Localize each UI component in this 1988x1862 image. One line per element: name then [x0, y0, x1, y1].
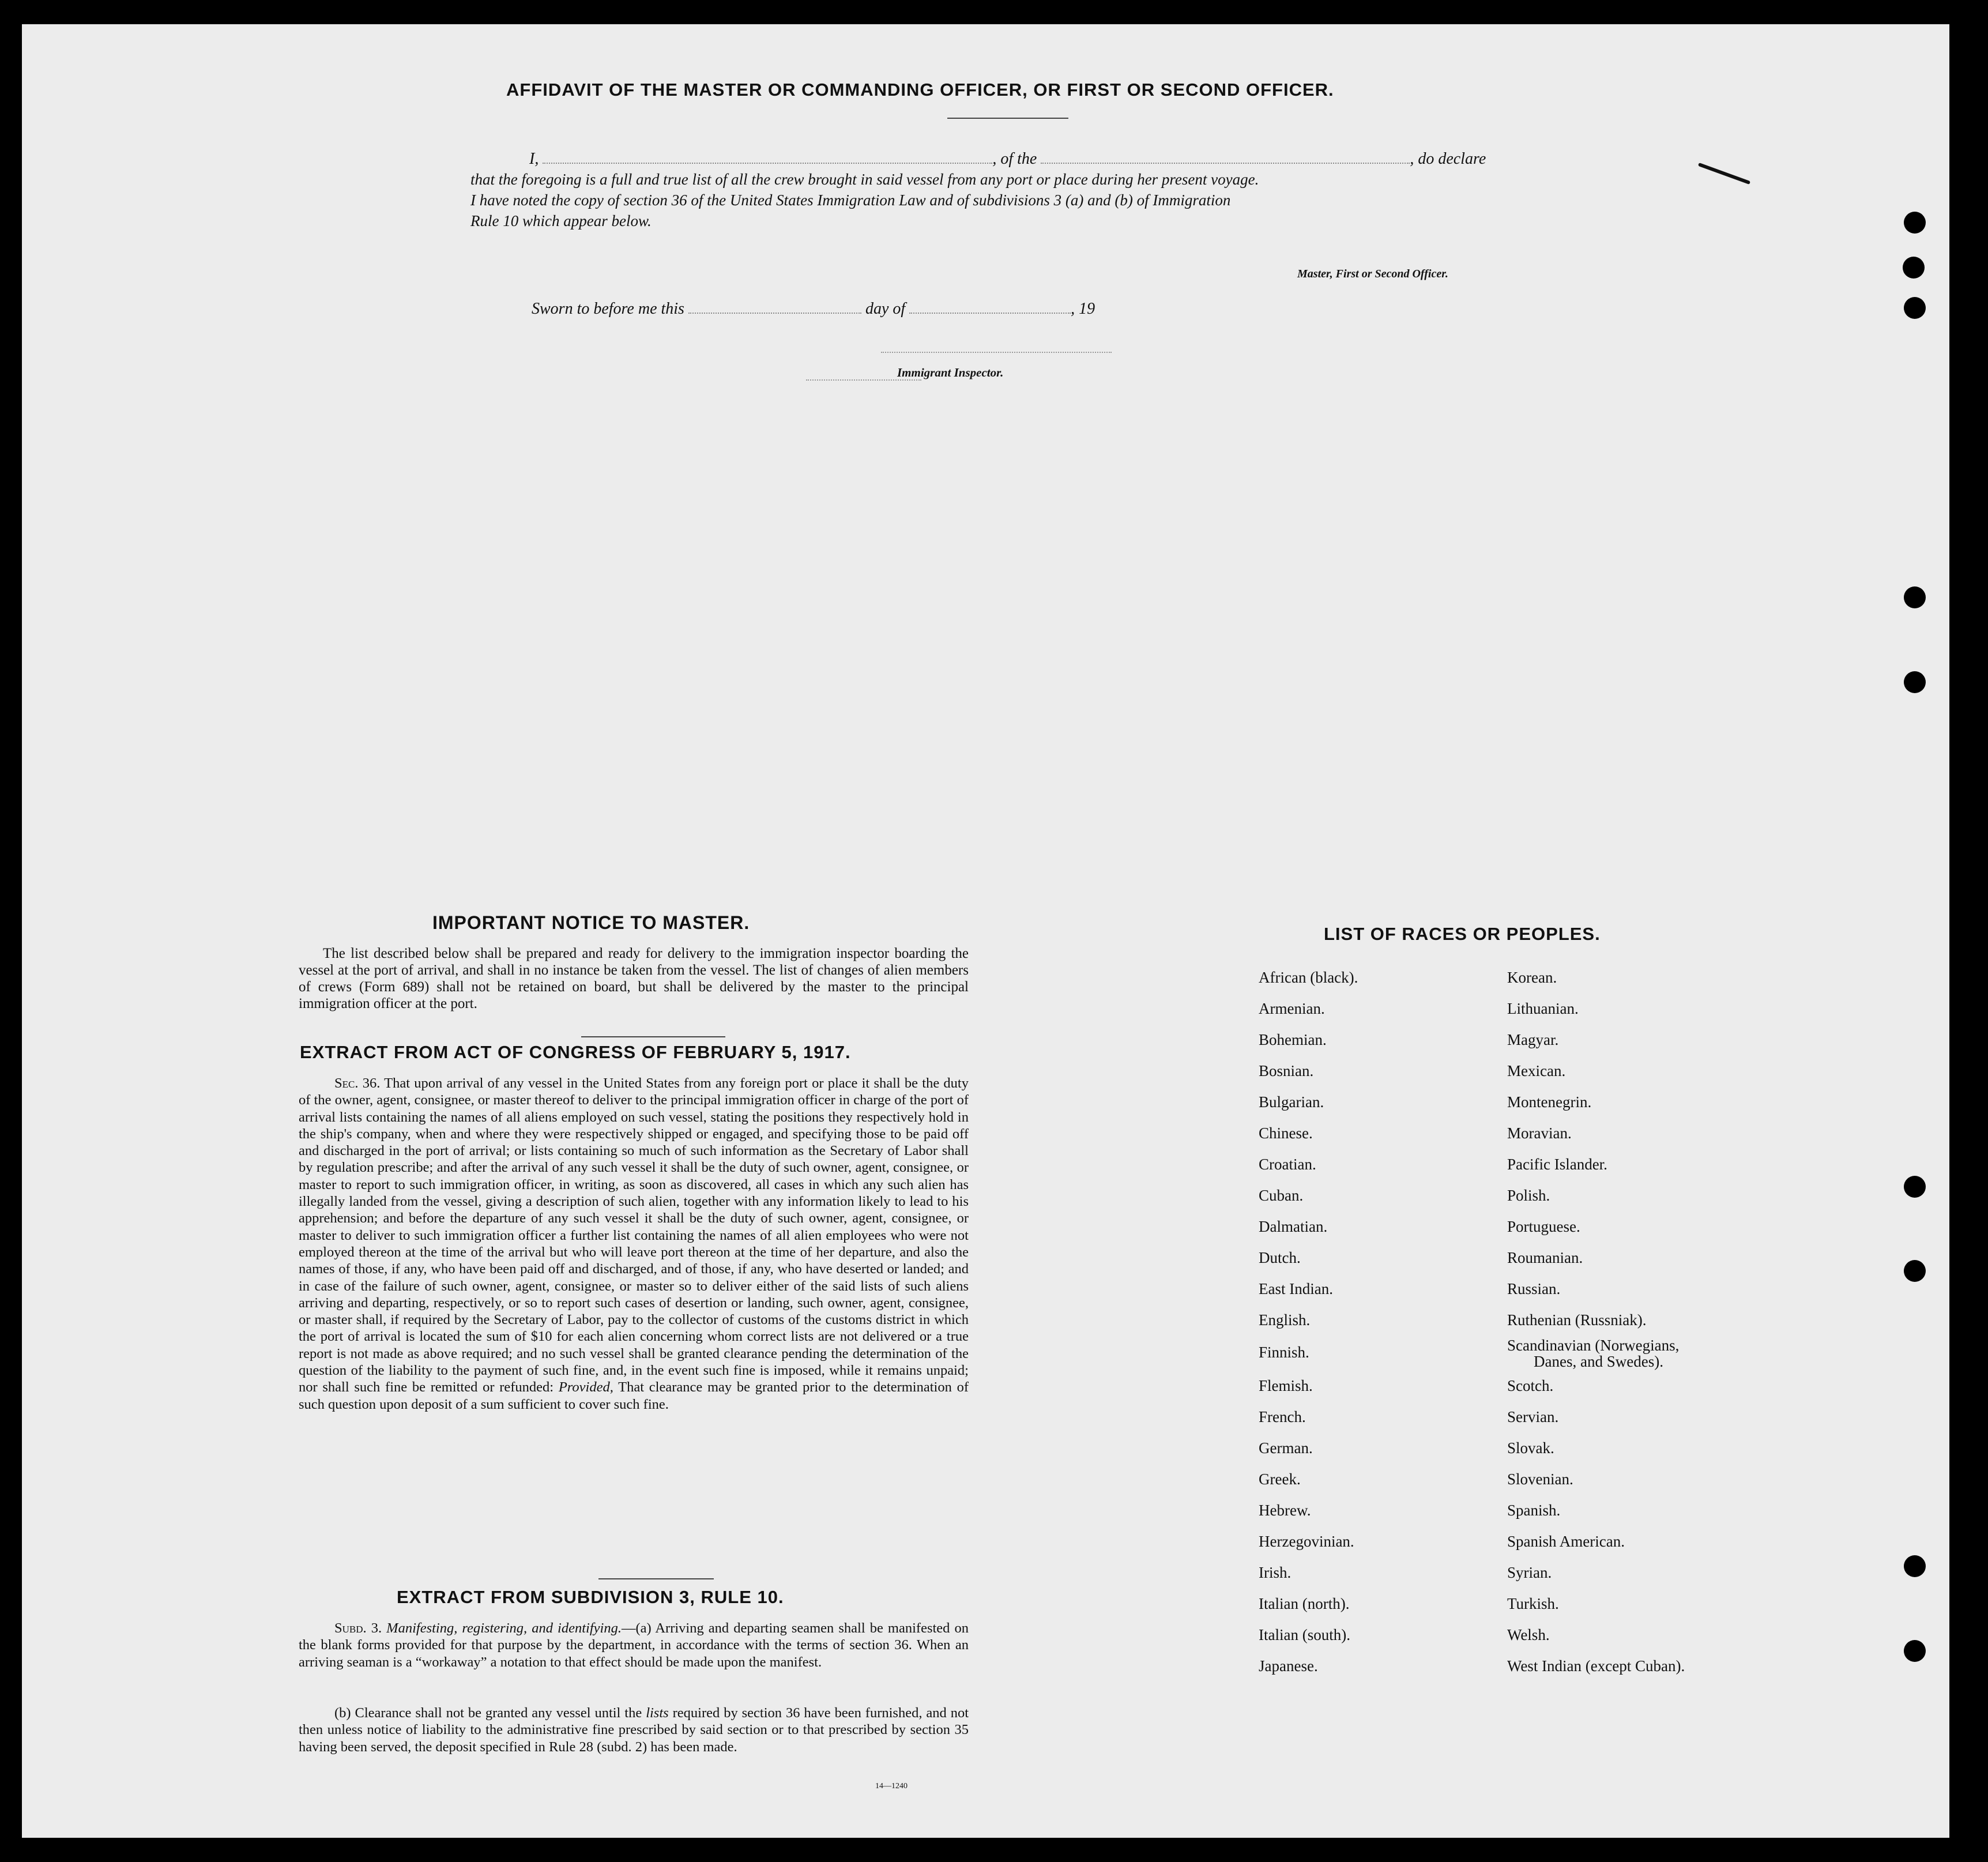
race-item: Chinese. [1259, 1124, 1313, 1142]
vessel-blank [1041, 163, 1410, 164]
race-item: Spanish American. [1507, 1533, 1625, 1550]
rule-rule [598, 1578, 714, 1579]
race-item: Cuban. [1259, 1187, 1304, 1204]
race-item: Korean. [1507, 969, 1557, 986]
punch-hole [1904, 1176, 1926, 1198]
race-item: East Indian. [1259, 1280, 1333, 1297]
affidavit-line-1 [529, 150, 1486, 168]
punch-hole [1904, 1260, 1926, 1282]
race-item: Bulgarian. [1259, 1093, 1324, 1111]
race-item: Herzegovinian. [1259, 1533, 1354, 1550]
subd-para-a-text: —(a) Arriving and departing seamen shall be manifested on the blank forms provided for that purpose by the department, in accordance with the terms of section 36. When an arriving seaman is a “workaway” a notation to that effect should be made upon the manifest. [299, 1620, 969, 1670]
document-page [22, 24, 1949, 1838]
race-item: Pacific Islander. [1507, 1156, 1607, 1173]
punch-hole [1904, 671, 1926, 693]
race-item: Portuguese. [1507, 1218, 1580, 1235]
affidavit-i: I, [529, 150, 539, 168]
name-blank [543, 163, 992, 164]
punch-hole [1904, 1555, 1926, 1577]
rule-para-a [299, 1620, 969, 1671]
race-item: Dalmatian. [1259, 1218, 1328, 1235]
race-item: Polish. [1507, 1187, 1550, 1204]
punch-hole [1904, 212, 1926, 234]
notice-text: The list described below shall be prepared and ready for delivery to the immigration inspector boarding the vessel at the port of arrival, and shall in no instance be taken from the vessel. The list of changes of alien members of crews (Form 689) shall not be retained on board, but shall be delivered by the master to the principal immigration officer at the port. [299, 946, 969, 1011]
race-item: Slovenian. [1507, 1470, 1573, 1488]
section-36-text: That upon arrival of any vessel in the United States from any foreign port or place it shall be the duty of the owner, agent, consignee, or master thereof to deliver to the principal immigration officer in charge of the port of arrival lists containing the names of all aliens employed on such vessel, stating the positions they respectively hold in the ship's company, when and where they were respectively shipped or engaged, and specifying those to be paid off and discharged in the port of arrival; or lists containing so much of such information as the Secretary of Labor shall by regulation prescribe; and after the arrival of any such vessel it shall be the duty of such owner, agent, consignee, or master to report to such immigration officer, in writing, as soon as discovered, all cases in which any such alien has illegally landed from the vessel, giving a description of such alien, together with any information likely to lead to his apprehension; and before the departure of any such vessel it shall be the duty of such owner, agent, consignee, or master to deliver to such immigration officer a further list containing the names of all alien employees who were not employed thereon at the time of the arrival but who will leave port thereon at the time of her departure, and also the names of those, if any, who have been paid off and discharged, and of those, if any, who have deserted or landed; and in case of the failure of such owner, agent, consignee, or master so to deliver either of the said lists of such aliens arriving and departing, respectively, or so to report such cases of desertion or landing, such owner, agent, consignee, or master shall, if required by the Secretary of Labor, pay to the collector of customs of the customs district in which the port of arrival is located the sum of $10 for each alien concerning whom correct lists are not delivered or a true report is not made as above required; and no such vessel shall be granted clearance pending the determination of the question of the liability to the payment of such fine, and, in the event such fine is imposed, while it remains unpaid; nor shall such fine be remitted or refunded: [299, 1075, 969, 1395]
race-item: African (black). [1259, 969, 1358, 986]
sworn-text: Sworn to before me this [532, 300, 684, 318]
race-item: German. [1259, 1439, 1313, 1457]
race-item: Bosnian. [1259, 1062, 1314, 1079]
rule-title: EXTRACT FROM SUBDIVISION 3, RULE 10. [397, 1587, 784, 1607]
provided-text: Provided, [558, 1379, 613, 1395]
rule-para-b [299, 1705, 969, 1755]
affidavit-declare: , do declare [1410, 150, 1486, 168]
race-item: Armenian. [1259, 1000, 1325, 1017]
race-item: Scotch. [1507, 1377, 1554, 1394]
affidavit-title: AFFIDAVIT OF THE MASTER OR COMMANDING OFFICER, OR FIRST OR SECOND OFFICER. [506, 80, 1334, 100]
race-item: Bohemian. [1259, 1031, 1327, 1048]
affidavit-line-4: Rule 10 which appear below. [470, 212, 652, 230]
punch-hole [1904, 586, 1926, 608]
inspector-caption: Immigrant Inspector. [897, 366, 1004, 379]
race-item: Japanese. [1259, 1657, 1318, 1675]
race-item: Spanish. [1507, 1502, 1561, 1519]
subd-heading: Manifesting, registering, and identifying. [386, 1620, 622, 1636]
punch-hole [1904, 297, 1926, 319]
race-item-continuation: Danes, and Swedes). [1534, 1353, 1663, 1370]
race-item: Welsh. [1507, 1626, 1550, 1643]
section-36-label: Sec. 36. [334, 1075, 381, 1091]
race-item: Servian. [1507, 1408, 1559, 1425]
title-rule [947, 118, 1068, 119]
race-item: Hebrew. [1259, 1502, 1311, 1519]
day-of-text: day of [865, 300, 906, 318]
day-blank [688, 313, 861, 314]
race-item: Finnish. [1259, 1344, 1309, 1361]
race-item: Irish. [1259, 1564, 1292, 1581]
notice-title: IMPORTANT NOTICE TO MASTER. [432, 912, 750, 933]
form-number: 14—1240 [875, 1782, 908, 1790]
race-item: Scandinavian (Norwegians, [1507, 1337, 1680, 1354]
year-text: , 19 [1071, 300, 1095, 318]
notice-body [299, 945, 969, 1012]
race-item: Greek. [1259, 1470, 1301, 1488]
signature-caption: Master, First or Second Officer. [1297, 268, 1448, 280]
race-item: Italian (south). [1259, 1626, 1350, 1643]
pen-mark [1698, 163, 1750, 185]
race-item: Turkish. [1507, 1595, 1559, 1612]
affidavit-line-2: that the foregoing is a full and true list of all the crew brought in said vessel from any port or place during her present voyage. [470, 171, 1259, 188]
race-item: Montenegrin. [1507, 1093, 1592, 1111]
race-item: Russian. [1507, 1280, 1561, 1297]
inspector-signature-blank [881, 352, 1112, 353]
para-b-text-2: required by section 36 have been furnished, and not then unless notice of liability to the administrative fine prescribed by said section or to that prescribed by section 35 having been served, the deposit specified in Rule 28 (subd. 2) has been made. [299, 1705, 969, 1755]
race-item: Dutch. [1259, 1249, 1301, 1266]
race-item: Magyar. [1507, 1031, 1559, 1048]
race-item: Ruthenian (Russniak). [1507, 1311, 1647, 1329]
race-item: French. [1259, 1408, 1306, 1425]
subd-label: Subd. 3. [334, 1620, 382, 1636]
race-item: English. [1259, 1311, 1311, 1329]
punch-hole [1904, 1640, 1926, 1662]
affidavit-of-the: , of the [992, 150, 1037, 168]
act-rule [581, 1036, 725, 1037]
race-item: Mexican. [1507, 1062, 1566, 1079]
sworn-line [532, 300, 1095, 318]
race-item: Italian (north). [1259, 1595, 1350, 1612]
race-item: Moravian. [1507, 1124, 1572, 1142]
race-item: Flemish. [1259, 1377, 1313, 1394]
para-b-text-1: (b) Clearance shall not be granted any vessel until the [334, 1705, 642, 1721]
section-36-end: That clearance may be granted prior to the determination of such question upon deposit of a sum sufficient to cover such fine. [299, 1379, 969, 1412]
race-item: Roumanian. [1507, 1249, 1583, 1266]
month-blank [909, 313, 1071, 314]
punch-hole [1903, 257, 1925, 279]
race-item: Syrian. [1507, 1564, 1552, 1581]
act-body [299, 1075, 969, 1413]
races-title: LIST OF RACES OR PEOPLES. [1324, 924, 1601, 944]
race-item: West Indian (except Cuban). [1507, 1657, 1685, 1675]
act-title: EXTRACT FROM ACT OF CONGRESS OF FEBRUARY 5, 1917. [300, 1042, 851, 1062]
para-b-lists: lists [646, 1705, 669, 1721]
race-item: Croatian. [1259, 1156, 1316, 1173]
race-item: Slovak. [1507, 1439, 1554, 1457]
affidavit-line-3: I have noted the copy of section 36 of the United States Immigration Law and of subdivisions 3 (a) and (b) of Immigration [470, 191, 1231, 209]
race-item: Lithuanian. [1507, 1000, 1579, 1017]
